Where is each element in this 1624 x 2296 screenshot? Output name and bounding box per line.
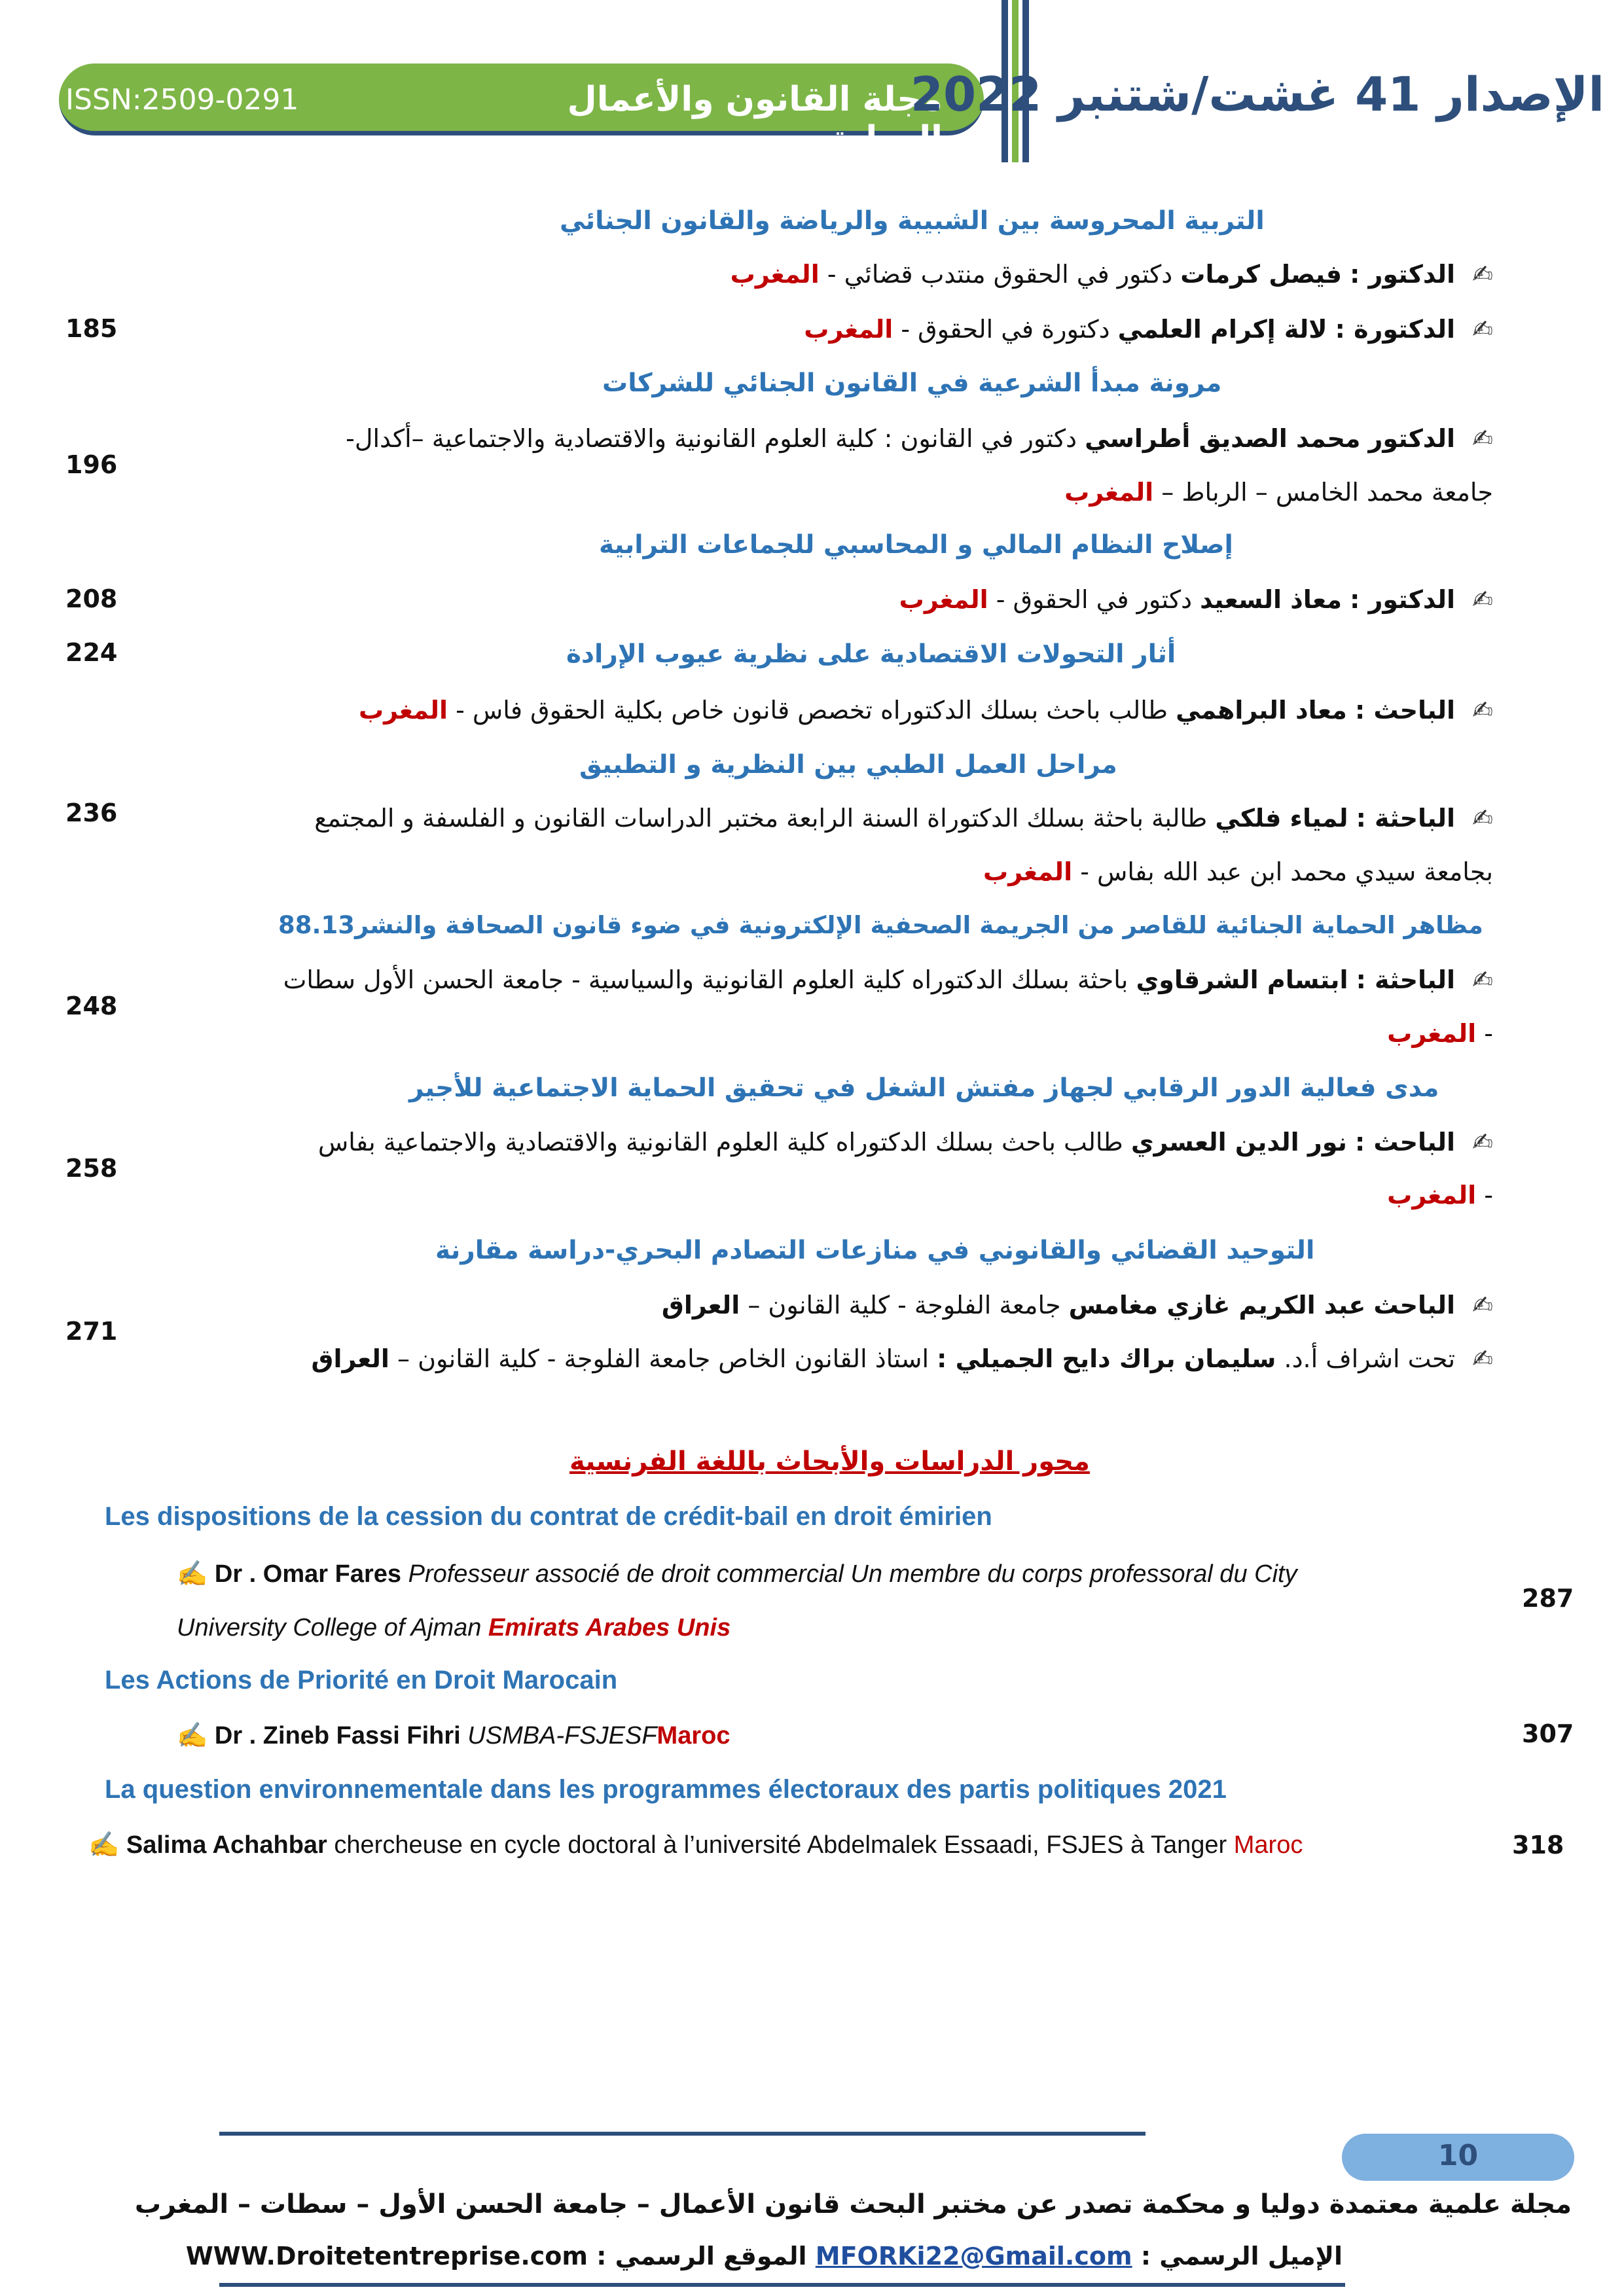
page-number: 271	[65, 1317, 118, 1346]
page-number: 248	[65, 992, 118, 1020]
pen-icon: ✍	[177, 1560, 208, 1588]
pen-icon: ✍	[88, 1831, 120, 1859]
author-line: ✍ الباحث : نور الدين العسري طالب باحث بسلك الدكتوراه كلية العلوم القانونية والاقتصادية والاجتماعية بفاس	[317, 1128, 1493, 1157]
issue-title	[911, 67, 1604, 122]
pen-icon: ✍	[1472, 1291, 1493, 1319]
email-link[interactable]: MFORKi22@Gmail.com	[815, 2242, 1132, 2270]
pen-icon: ✍	[1472, 1344, 1493, 1373]
page-number: 196	[65, 450, 118, 479]
pen-icon: ✍	[177, 1722, 208, 1749]
article-title[interactable]: مراحل العمل الطبي بين النظرية و التطبيق	[579, 750, 1117, 780]
pen-icon: ✍	[1472, 585, 1493, 614]
article-title[interactable]: Les Actions de Priorité en Droit Marocain	[105, 1666, 618, 1695]
page-number: 258	[65, 1154, 118, 1183]
pen-icon: ✍	[1472, 965, 1493, 994]
page-number: 307	[1522, 1719, 1574, 1748]
article-title[interactable]: مدى فعالية الدور الرقابي لجهاز مفتش الشغل في تحقيق الحماية الاجتماعية للأجير	[409, 1073, 1439, 1103]
page-number: 287	[1522, 1584, 1574, 1613]
article-title[interactable]: مظاهر الحماية الجنائية للقاصر من الجريمة الصحفية الإلكترونية في ضوء قانون الصحافة والنشر88.13	[278, 911, 1483, 939]
author-line: ✍ Dr . Zineb Fassi Fihri USMBA-FSJESFMaroc	[177, 1722, 731, 1749]
page-number: 224	[65, 638, 118, 667]
author-line: ✍ Salima Achahbar chercheuse en cycle doctoral à l’université Abdelmalek Essaadi, FSJES à Tanger Maroc	[88, 1831, 1303, 1859]
author-line: ✍ الدكتور : معاذ السعيد دكتور في الحقوق - المغرب	[899, 585, 1493, 614]
author-line-cont: University College of Ajman Emirats Arabes Unis	[177, 1614, 731, 1641]
footer-rule	[219, 2283, 1345, 2287]
author-line: ✍ الدكتور : فيصل كرمات دكتور في الحقوق منتدب قضائي - المغرب	[730, 260, 1493, 289]
footer-rule	[219, 2132, 1146, 2136]
article-title[interactable]: أثار التحولات الاقتصادية على نظرية عيوب الإرادة	[566, 639, 1176, 669]
author-line: ✍ الباحث عبد الكريم غازي مغامس جامعة الفلوجة - كلية القانون – العراق	[661, 1291, 1493, 1319]
article-title[interactable]: La question environnementale dans les programmes électoraux des partis politiques 2021	[105, 1775, 1227, 1804]
author-line-cont: - المغرب	[1387, 1181, 1493, 1210]
pen-icon: ✍	[1472, 1128, 1493, 1157]
article-title[interactable]: Les dispositions de la cession du contrat de crédit-bail en droit émirien	[105, 1502, 992, 1531]
author-line: ✍ تحت اشراف أ.د. سليمان براك دايح الجميلي : استاذ القانون الخاص جامعة الفلوجة - كلية القانون – العراق	[311, 1344, 1493, 1373]
pen-icon: ✍	[1472, 260, 1493, 289]
pen-icon: ✍	[1472, 696, 1493, 725]
page-number: 236	[65, 798, 118, 827]
website-link[interactable]: WWW.Droitetentreprise.com	[185, 2242, 588, 2270]
page-number: 185	[65, 314, 118, 343]
article-title[interactable]: مرونة مبدأ الشرعية في القانون الجنائي للشركات	[602, 368, 1222, 398]
pen-icon: ✍	[1472, 424, 1493, 453]
author-line-cont: - المغرب	[1387, 1019, 1493, 1048]
author-line-cont: بجامعة سيدي محمد ابن عبد الله بفاس - المغرب	[983, 857, 1493, 886]
issue-year: 2022	[910, 67, 1042, 122]
pen-icon: ✍	[1472, 804, 1493, 833]
article-title[interactable]: إصلاح النظام المالي و المحاسبي للجماعات الترابية	[599, 530, 1233, 560]
footer-journal-info: مجلة علمية معتمدة دوليا و محكمة تصدر عن مختبر البحث قانون الأعمال – جامعة الحسن الأول – سطات – المغرب	[134, 2189, 1572, 2219]
author-line: ✍ الباحثة : ابتسام الشرقاوي باحثة بسلك الدكتوراه كلية العلوم القانونية والسياسية - جامعة الحسن الأول سطات	[283, 965, 1493, 994]
footer-contact: الإميل الرسمي : MFORKi22@Gmail.com الموقع الرسمي : WWW.Droitetentreprise.com	[185, 2242, 1343, 2270]
issn: ISSN:2509-0291	[65, 83, 299, 117]
footer-page-number: 10	[1437, 2139, 1479, 2172]
author-line: ✍ الدكتور محمد الصديق أطراسي دكتور في القانون : كلية العلوم القانونية والاقتصادية والاجتماعية –أكدال-	[346, 424, 1493, 453]
issue-label: الإصدار 41 غشت/شتنبر	[1058, 67, 1604, 122]
page-number: 318	[1512, 1831, 1564, 1859]
section-heading: محور الدراسات والأبحاث باللغة الفرنسية	[569, 1446, 1090, 1477]
author-line: ✍ Dr . Omar Fares Professeur associé de droit commercial Un membre du corps professoral du City	[177, 1560, 1297, 1588]
author-line-cont: جامعة محمد الخامس – الرباط – المغرب	[1064, 478, 1493, 507]
page-number: 208	[65, 584, 118, 613]
author-line: ✍ الباحثة : لمياء فلكي طالبة باحثة بسلك الدكتوراة السنة الرابعة مختبر الدراسات القانون و الفلسفة و المجتمع	[314, 804, 1493, 833]
journal-name: مجلة القانون والأعمال الدولية	[567, 80, 943, 158]
pen-icon: ✍	[1472, 315, 1493, 344]
author-line: ✍ الدكتورة : لالة إكرام العلمي دكتورة في الحقوق - المغرب	[804, 315, 1493, 344]
author-line: ✍ الباحث : معاد البراهمي طالب باحث بسلك الدكتوراه تخصص قانون خاص بكلية الحقوق فاس - المغرب	[358, 696, 1493, 725]
article-title[interactable]: التوحيد القضائي والقانوني في منازعات التصادم البحري-دراسة مقارنة	[435, 1236, 1315, 1265]
article-title[interactable]: التربية المحروسة بين الشبيبة والرياضة والقانون الجنائي	[560, 206, 1265, 236]
